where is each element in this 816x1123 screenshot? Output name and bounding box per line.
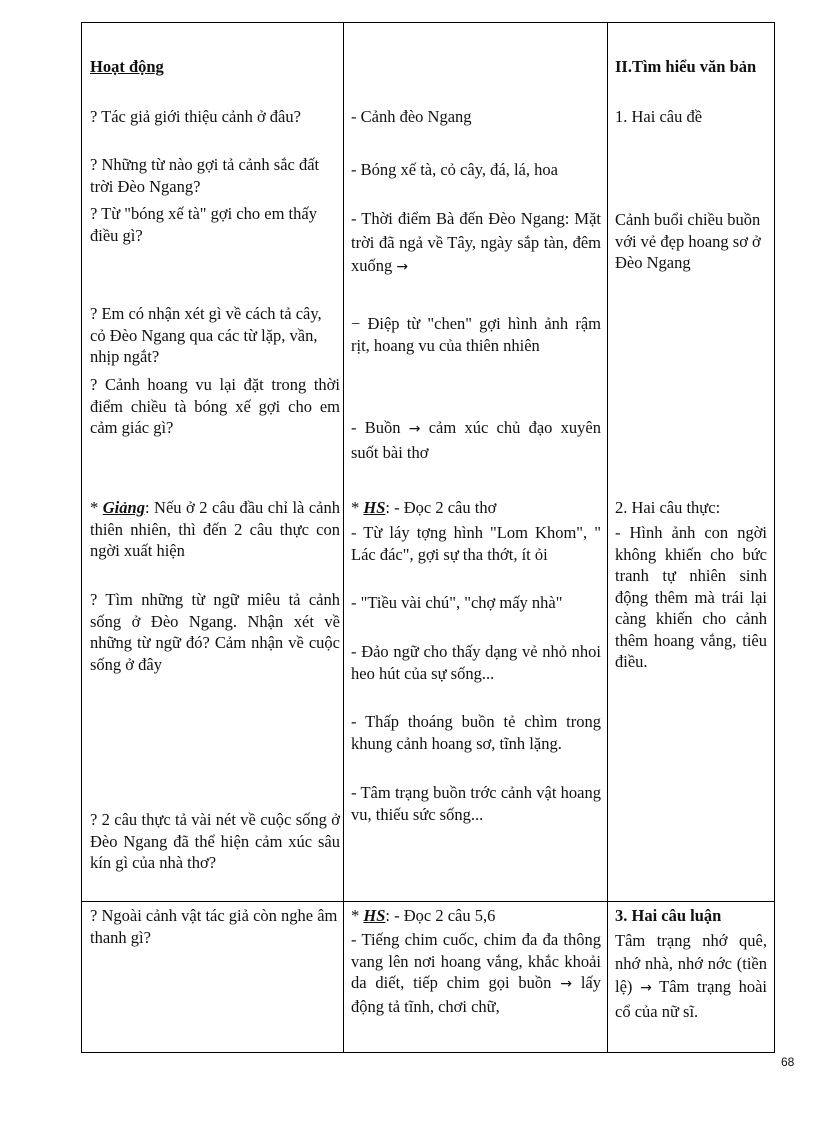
teacher-note: * Giảng: Nếu ở 2 câu đầu chỉ là cảnh thiên nhiên, thì đến 2 câu thực con ngời xuất hiện bbox=[90, 498, 341, 560]
page-number: 68 bbox=[781, 1055, 795, 1069]
column-divider bbox=[343, 23, 344, 1052]
question-4: ? Em có nhận xét gì về cách tả cây, cỏ Đèo Ngang qua các từ lặp, vần, nhịp ngắt? bbox=[90, 304, 322, 366]
part-3-title: 3. Hai câu luận bbox=[615, 906, 722, 925]
question-6: ? Tìm những từ ngữ miêu tả cảnh sống ở Đèo Ngang. Nhận xét về những từ ngữ đó? Cảm nhận về cuộc sống ở đây bbox=[90, 590, 340, 674]
answer-6: - Từ láy tợng hình "Lom Khom", " Lác đác", gợi sự tha thớt, ít ỏi bbox=[351, 523, 601, 564]
dash-icon: − bbox=[351, 314, 361, 333]
question-3: ? Từ "bóng xế tà" gợi cho em thấy điều gì? bbox=[90, 204, 317, 245]
answer-10: - Tâm trạng buồn trớc cảnh vật hoang vu, thiếu sức sống... bbox=[351, 783, 601, 824]
part-1-title: 1. Hai câu đề bbox=[615, 107, 703, 126]
arrow-icon: → bbox=[408, 421, 421, 437]
answer-11: - Tiếng chim cuốc, chim đa đa thông vang lên nơi hoang vắng, khắc khoải da diết, tiếp chim gọi buồn → lấy động tả tĩnh, chơi chữ, bbox=[351, 930, 602, 1016]
answer-4: − Điệp từ "chen" gợi hình ảnh rậm rịt, hoang vu của thiên nhiên bbox=[351, 314, 601, 355]
arrow-icon: → bbox=[560, 976, 572, 992]
part-2-body: - Hình ảnh con ngời không khiến cho bức tranh tự nhiên sinh động thêm mà trái lại càng khiến cho cảnh thêm hoang vắng, tiêu điều. bbox=[615, 523, 767, 671]
question-7: ? 2 câu thực tả vài nét về cuộc sống ở Đèo Ngang đã thể hiện cảm xúc sâu kín gì của nhà thơ? bbox=[90, 810, 340, 872]
student-read-2: * HS: - Đọc 2 câu 5,6 bbox=[351, 906, 496, 925]
activity-heading: Hoạt động bbox=[90, 57, 164, 76]
answer-7: - "Tiều vài chú", "chợ mấy nhà" bbox=[351, 593, 563, 612]
row-divider bbox=[82, 901, 774, 902]
answer-9: - Thấp thoáng buồn tẻ chìm trong khung cảnh hoang sơ, tĩnh lặng. bbox=[351, 712, 601, 753]
student-label: HS bbox=[363, 498, 386, 517]
answer-8: - Đảo ngữ cho thấy dạng vẻ nhỏ nhoi heo hút của sự sống... bbox=[351, 642, 601, 683]
part-1-body: Cảnh buổi chiều buồn với vẻ đẹp hoang sơ ở Đèo Ngang bbox=[615, 210, 761, 272]
answer-1: - Cảnh đèo Ngang bbox=[351, 107, 472, 126]
part-3-body: Tâm trạng nhớ quê, nhớ nhà, nhớ nớc (tiền lệ) → Tâm trạng hoài cổ của nữ sĩ. bbox=[615, 931, 768, 1021]
section-heading: II.Tìm hiểu văn bản bbox=[615, 57, 757, 76]
arrow-icon: → bbox=[396, 259, 409, 275]
answer-5: - Buồn → cảm xúc chủ đạo xuyên suốt bài thơ bbox=[351, 418, 602, 462]
question-8: ? Ngoài cảnh vật tác giả còn nghe âm thanh gì? bbox=[90, 906, 338, 947]
arrow-icon: → bbox=[640, 980, 652, 996]
column-divider bbox=[607, 23, 608, 1052]
question-1: ? Tác giả giới thiệu cảnh ở đâu? bbox=[90, 107, 301, 126]
question-5: ? Cảnh hoang vu lại đặt trong thời điểm chiều tà bóng xế gợi cho em cảm giác gì? bbox=[90, 375, 340, 437]
student-read-1: * HS: - Đọc 2 câu thơ bbox=[351, 498, 497, 517]
answer-2: - Bóng xế tà, cỏ cây, đá, lá, hoa bbox=[351, 160, 558, 179]
lesson-table bbox=[81, 22, 775, 1053]
part-2-title: 2. Hai câu thực: bbox=[615, 498, 721, 517]
teacher-note-label: Giảng bbox=[102, 498, 145, 517]
student-label: HS bbox=[363, 906, 386, 925]
question-2: ? Những từ nào gợi tả cảnh sắc đất trời Đèo Ngang? bbox=[90, 155, 320, 196]
answer-3: - Thời điểm Bà đến Đèo Ngang: Mặt trời đã ngả về Tây, ngày sắp tàn, đêm xuống → bbox=[351, 209, 601, 275]
